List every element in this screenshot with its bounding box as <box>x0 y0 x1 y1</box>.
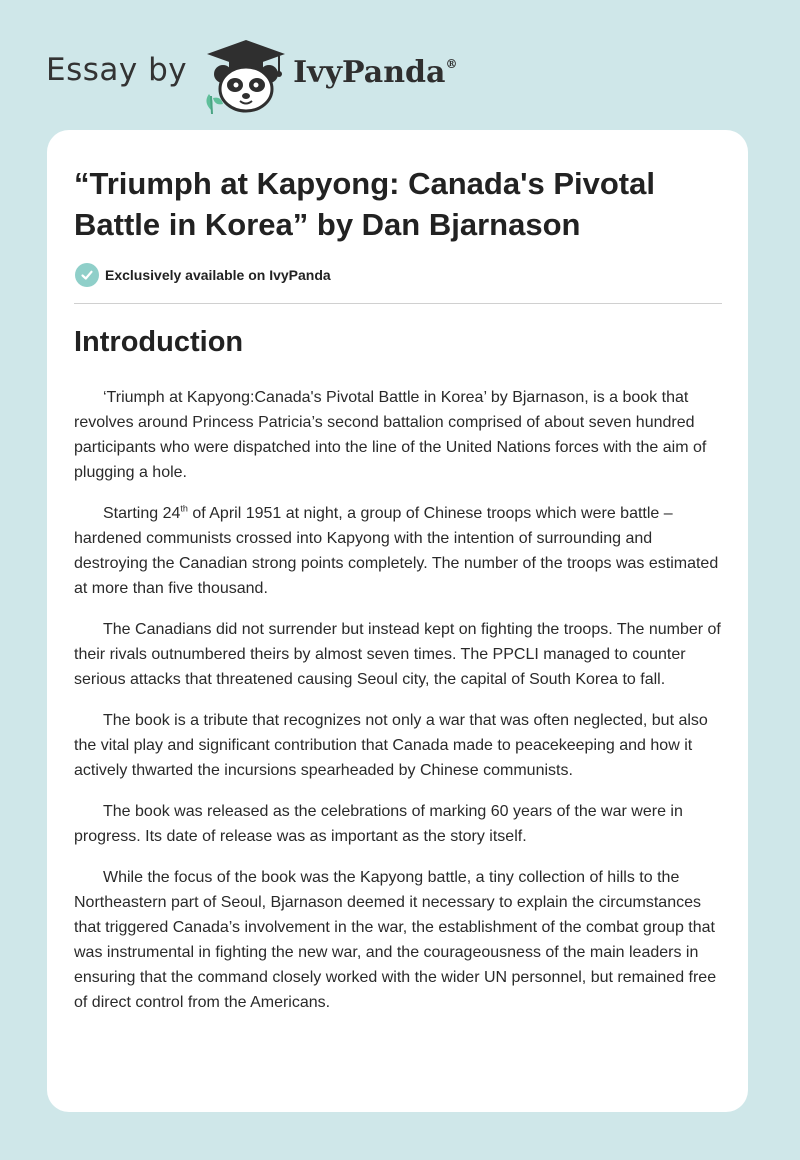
exclusive-badge <box>75 263 331 287</box>
paragraph-3: The Canadians did not surrender but instead kept on fighting the troops. The number of their rivals outnumbered theirs by almost seven times. The PPCLI managed to counter serious attacks that threatened causing Seoul city, the capital of South Korea to fall. <box>74 621 721 688</box>
divider <box>74 303 722 304</box>
paragraph-5: The book was released as the celebrations of marking 60 years of the war were in progress. Its date of release was as important as the story itself. <box>74 803 683 845</box>
essay-card <box>47 130 748 1112</box>
ordinal-suffix: th <box>180 503 188 514</box>
brand-text: IvyPanda <box>293 54 446 90</box>
paragraph-2 <box>74 501 722 601</box>
essay-title: “Triumph at Kapyong: Canada's Pivotal Battle in Korea” by Dan Bjarnason <box>74 166 655 242</box>
panda-logo-icon[interactable] <box>201 34 291 114</box>
essay-by-label: Essay by <box>46 52 188 88</box>
paragraph-2-rest: of April 1951 at night, a group of Chinese troops which were battle – hardened communists crossed into Kapyong with the intention of surrounding and destroying the Canadian strong points completely. The number of the troops was estimated at more than five thousand. <box>74 505 719 597</box>
site-header <box>46 34 457 114</box>
paragraph-1: ‘Triumph at Kapyong:Canada's Pivotal Battle in Korea’ by Bjarnason, is a book that revolves around Princess Patricia’s second battalion comprised of about seven hundred participants who were dispatched into the line of the United Nations forces with the aim of plugging a hole. <box>74 389 707 481</box>
check-icon <box>75 263 99 287</box>
paragraph-4: The book is a tribute that recognizes not only a war that was often neglected, but also the vital play and significant contribution that Canada made to peacekeeping and how it actively thwarted the incursions spearheaded by Chinese communists. <box>74 712 708 779</box>
brand-name[interactable] <box>293 55 457 90</box>
paragraph-6: While the focus of the book was the Kapyong battle, a tiny collection of hills to the Northeastern part of Seoul, Bjarnason deemed it necessary to explain the circumstances that triggered Canada’s involvement in the war, the establishment of the combat group that was instrumental in fighting the new war, and the courageousness of the main leaders in ensuring that the command closely worked with the wider UN personnel, but remained free of direct control from the Americans. <box>74 869 717 1011</box>
paragraph-2-start: Starting 24 <box>103 505 181 522</box>
essay-body <box>74 385 722 1031</box>
exclusive-badge-label: Exclusively available on IvyPanda <box>105 267 331 283</box>
registered-mark: ® <box>445 56 458 71</box>
section-heading: Introduction <box>74 326 244 358</box>
